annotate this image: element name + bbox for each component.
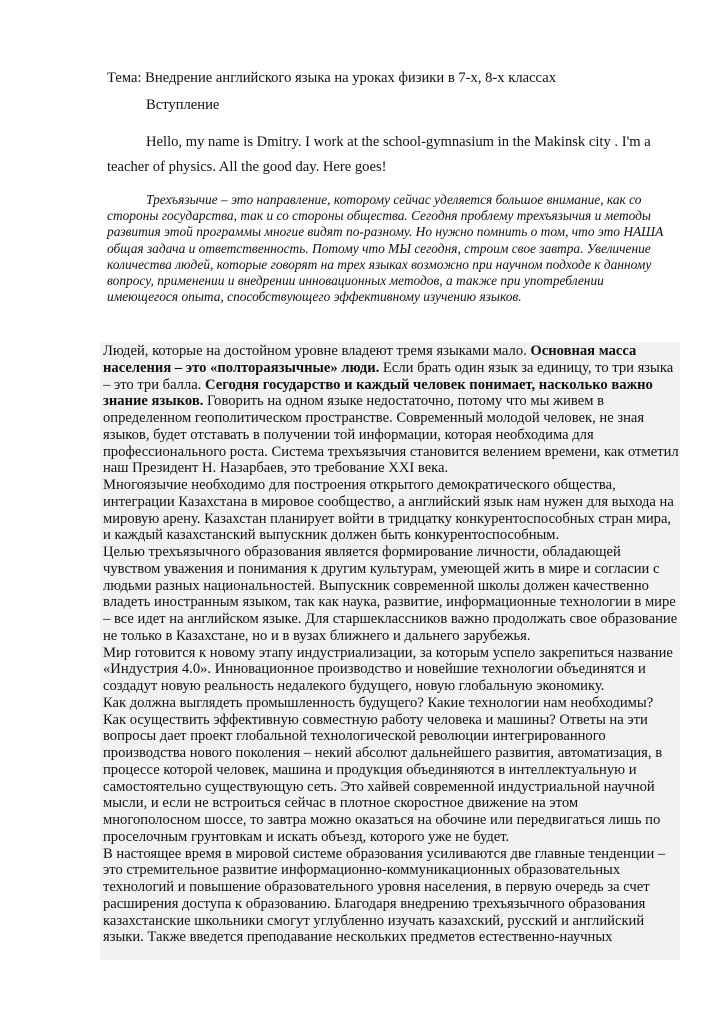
document-topic: Тема: Внедрение английского языка на уроках физики в 7-х, 8-х классах <box>107 70 556 86</box>
intro-heading: Вступление <box>146 97 220 113</box>
p1-bold-d: Сегодня государство и каждый человек понимает, насколько важно знание языков. <box>103 376 653 410</box>
paragraph-multilingualism: Многоязычие необходимо для построения открытого демократического общества, интеграции Казахстана в мировое сообщество, а английский язык нам нужен для выхода на мировую арену. Казахстан планирует войти в тридцатку конкурентоспособных стран мира, и каждый казахстанский выпускник должен быть конкурентоспособным. <box>103 477 674 544</box>
greeting-paragraph: Hello, my name is Dmitry. I work at the school-gymnasium in the Makinsk city . I'm a teacher of physics. All the good day. Here goes! <box>107 134 651 175</box>
p1-part-e: Говорить на одном языке недостаточно, потому что мы живем в определенном геополитическом пространстве. Современный молодой человек, не зная языков, будет отставать в получении той информации, которая необходима для профессионального роста. Система трехъязычия становится велением времени, как отметил наш Президент Н. Назарбаев, это требование XXI века. <box>103 393 679 477</box>
paragraph-future-industry: Как должна выглядеть промышленность будущего? Какие технологии нам необходимы? Как осуществить эффективную совместную работу человека и машины? Ответы на эти вопросы дает проект глобальной технологической революции интегрированного производства нового поколения – некий абсолют дальнейшего развития, автоматизация, в процессе которой человек, машина и продукция объединяются в интеллектуальную и самостоятельно существующую сеть. Это хайвей современной индустриальной научной мысли, и если не встроиться сейчас в плотное скоростное движение на этом многополосном шоссе, то завтра можно оказаться на обочине или передвигаться лишь по проселочным грунтовкам и искать объезд, которого уже не будет. <box>103 694 663 845</box>
p1-part-c: Если брать один язык за единицу, то три языка – это три балла. <box>103 359 674 393</box>
paragraph-industry-4: Мир готовится к новому этапу индустриализации, за которым успело закрепиться название «Индустрия 4.0». Инновационное производство и новейшие технологии объединятся и создадут новую реальность недалекого будущего, новую глобальную экономику. <box>103 644 673 694</box>
paragraph-language-mastery <box>103 343 679 477</box>
trilingualism-intro-paragraph: Трехъязычие – это направление, которому сейчас уделяется большое внимание, как со стороны государства, так и со стороны общества. Сегодня проблему трехъязычия и методы развития этой программы многие видят по-разному. Но нужно помнить о том, что это НАША общая задача и ответственность. Потому что МЫ сегодня, строим свое завтра. Увеличение количества людей, которые говорят на трех языках возможно при научном подходе к данному вопросу, применении и внедрении инновационных методов, а также при употреблении имеющегося опыта, способствующего эффективному изучению языков. <box>107 192 664 305</box>
paragraph-education-trends: В настоящее время в мировой системе образования усиливаются две главные тенденции – это стремительное развитие информационно-коммуникационных образовательных технологий и повышение образовательного уровня населения, в первую очередь за счет расширения доступа к образованию. Благодаря внедрению трехъязычного образования казахстанские школьники смогут углубленно изучать казахский, русский и английский языки. Также введется преподавание нескольких предметов естественно-научных <box>103 845 666 946</box>
p1-bold-a: Основная масса населения – это «полтораязычные» люди. <box>103 343 637 376</box>
main-body-text <box>103 343 679 946</box>
p1-part-a: Людей, которые на достойном уровне владеют тремя языками мало. <box>103 343 531 359</box>
paragraph-education-goal: Целью трехъязычного образования является формирование личности, обладающей чувством уважения и понимания к другим культурам, умеющей жить в мире и согласии с людьми разных национальностей. Выпускник современной школы должен качественно владеть иностранным языком, так как наука, развитие, информационные технологии в мире – все идет на английском языке. Для старшеклассников важно продолжать свое образование не только в Казахстане, но и в вузах ближнего и дальнего зарубежья. <box>103 544 678 644</box>
